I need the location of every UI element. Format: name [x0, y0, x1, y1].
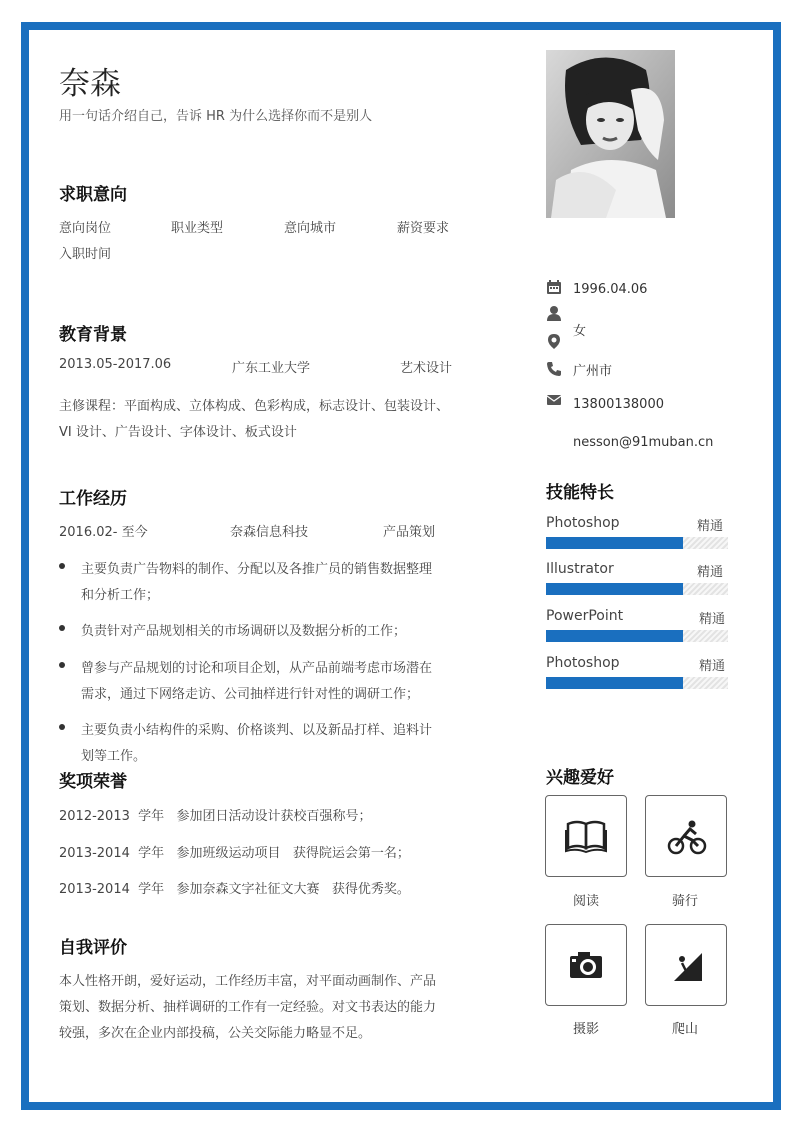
work-duty: 主要负责广告物料的制作、分配以及各推广员的销售数据整理 [81, 562, 433, 577]
hobby-label: 阅读 [572, 894, 599, 909]
info-city: 广州市 [573, 364, 613, 379]
climbing-icon [646, 925, 726, 1005]
hobby-label: 摄影 [572, 1022, 599, 1037]
bullet-dot [59, 563, 65, 569]
skill-level: 精通 [697, 565, 724, 580]
skill-bar-fill [546, 677, 683, 689]
skill-bar-fill [546, 537, 683, 549]
skill-name: Illustrator [546, 561, 614, 577]
cycling-icon [646, 796, 726, 876]
section-title-self-eval: 自我评价 [59, 938, 127, 958]
job-field: 职业类型 [171, 221, 224, 236]
hobby-reading [545, 795, 627, 877]
self-eval-line: 策划、数据分析、抽样调研的工作有一定经验。对文书表达的能力 [59, 1000, 437, 1015]
section-title-hobbies: 兴趣爱好 [546, 768, 614, 788]
education-courses: VI 设计、广告设计、字体设计、板式设计 [59, 425, 297, 440]
self-eval-line: 较强，多次在企业内部投稿，公关交际能力略显不足。 [59, 1026, 372, 1041]
info-birth: 1996.04.06 [573, 282, 648, 297]
work-duty: 和分析工作； [81, 588, 160, 603]
skill-bar-fill [546, 630, 683, 642]
award-item: 2012-2013 学年 参加团日活动设计获校百强称号； [59, 809, 372, 824]
work-duty: 划等工作。 [81, 749, 147, 764]
profile-photo [546, 50, 675, 218]
hobby-photography [545, 924, 627, 1006]
hobby-label: 骑行 [671, 894, 698, 909]
award-item: 2013-2014 学年 参加奈森文字社征文大赛 获得优秀奖。 [59, 882, 410, 897]
hobby-label: 爬山 [671, 1022, 698, 1037]
hobby-cycling [645, 795, 727, 877]
section-title-work: 工作经历 [59, 489, 127, 509]
work-position: 产品策划 [383, 525, 436, 540]
work-duty: 负责针对产品规划相关的市场调研以及数据分析的工作； [81, 624, 407, 639]
skill-bar-fill [546, 583, 683, 595]
skill-level: 精通 [699, 612, 726, 627]
bullet-dot [59, 625, 65, 631]
skill-name: Photoshop [546, 655, 620, 671]
hobby-climbing [645, 924, 727, 1006]
user-icon [546, 305, 562, 321]
job-field: 薪资要求 [397, 221, 450, 236]
section-title-education: 教育背景 [59, 325, 127, 345]
work-period: 2016.02- 至今 [59, 525, 148, 540]
work-duty: 主要负责小结构件的采购、价格谈判、以及新品打样、追料计 [81, 723, 433, 738]
job-field: 意向城市 [284, 221, 337, 236]
work-duty: 曾参与产品规划的讨论和项目企划，从产品前端考虑市场潜在 [81, 661, 433, 676]
education-major: 艺术设计 [400, 361, 453, 376]
education-school: 广东工业大学 [232, 361, 311, 376]
skill-level: 精通 [699, 659, 726, 674]
work-company: 奈森信息科技 [230, 525, 309, 540]
skill-name: PowerPoint [546, 608, 624, 624]
skill-bar-track [546, 583, 728, 595]
award-item: 2013-2014 学年 参加班级运动项目 获得院运会第一名； [59, 846, 410, 861]
bullet-dot [59, 662, 65, 668]
education-courses: 主修课程：平面构成、立体构成、色彩构成，标志设计、包装设计、 [59, 399, 450, 414]
job-field: 意向岗位 [59, 221, 112, 236]
info-phone: 13800138000 [573, 397, 664, 412]
section-title-awards: 奖项荣誉 [59, 772, 127, 792]
section-title-job-intention: 求职意向 [59, 185, 127, 205]
skill-bar-track [546, 677, 728, 689]
skill-bar-track [546, 537, 728, 549]
skill-level: 精通 [697, 519, 724, 534]
camera-icon [546, 925, 626, 1005]
mail-icon [546, 392, 562, 408]
work-duty: 需求，通过下网络走访、公司抽样进行针对性的调研工作； [81, 687, 420, 702]
book-icon [546, 796, 626, 876]
info-gender: 女 [573, 324, 587, 339]
self-eval-line: 本人性格开朗，爱好运动，工作经历丰富，对平面动画制作、产品 [59, 974, 437, 989]
bullet-dot [59, 724, 65, 730]
education-period: 2013.05-2017.06 [59, 357, 172, 372]
job-field: 入职时间 [59, 247, 112, 262]
section-title-skills: 技能特长 [546, 483, 614, 503]
tagline: 用一句话介绍自己，告诉 HR 为什么选择你而不是别人 [59, 109, 373, 124]
calendar-icon [546, 279, 562, 295]
candidate-name: 奈森 [59, 66, 121, 102]
skill-bar-track [546, 630, 728, 642]
phone-icon [546, 361, 562, 377]
location-pin-icon [546, 333, 562, 349]
skill-name: Photoshop [546, 515, 620, 531]
info-email: nesson@91muban.cn [573, 435, 714, 450]
